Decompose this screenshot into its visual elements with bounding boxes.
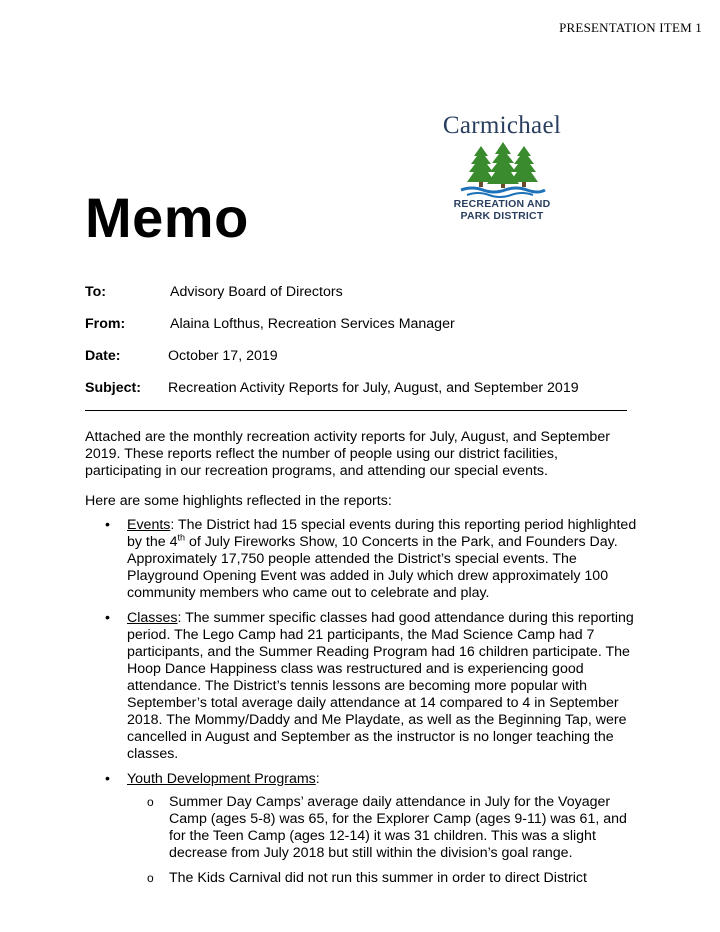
day-camps-text: Summer Day Camps’ average daily attendance in July for the Voyager Camp (ages 5-8) was 65, for the Explorer Camp (ages 9-11) was 61, and for the Teen Camp (ages 12-14) it was 31 children. This was a slight decrease from July 2018 but still within the division’s goal range. bbox=[169, 794, 627, 861]
list-item-youth bbox=[85, 771, 645, 887]
from-value: Alaina Lofthus, Recreation Services Manager bbox=[170, 316, 455, 332]
youth-colon: : bbox=[315, 771, 320, 787]
highlights-lead: Here are some highlights reflected in the reports: bbox=[85, 493, 392, 509]
sublist-item-kids-carnival bbox=[127, 870, 645, 887]
to-field bbox=[85, 283, 343, 301]
list-item-classes bbox=[85, 610, 645, 763]
circle-bullet-icon: o bbox=[147, 795, 154, 809]
memo-title: Memo bbox=[85, 186, 249, 249]
intro-paragraph: Attached are the monthly recreation activity reports for July, August, and September 2019. These reports reflect the number of people using our district facilities, participating in our recreation programs, and attending our special events. bbox=[85, 429, 610, 479]
subject-value: Recreation Activity Reports for July, August, and September 2019 bbox=[168, 380, 579, 396]
highlights-list bbox=[85, 517, 645, 895]
circle-bullet-icon: o bbox=[147, 871, 154, 885]
classes-text: : The summer specific classes had good attendance during this reporting period. The Lego Camp had 21 participants, the Mad Science Camp had 7 participants, and the Summer Reading Program had 16 children participate. The Hoop Dance Happiness class was restructured and is experiencing good attendance. The District’s tennis lessons are becoming more popular with September’s total average daily attendance at 14 compared to 4 in September 2018. The Mommy/Daddy and Me Playdate, as well as the Beginning Tap, were cancelled in August and September as the instructor is no longer teaching the classes. bbox=[127, 610, 634, 762]
sublist-item-day-camps bbox=[127, 794, 645, 862]
pine-trees-icon bbox=[457, 142, 547, 198]
kids-carnival-text: The Kids Carnival did not run this summer in order to direct District bbox=[169, 870, 587, 886]
events-text-a: : The District had 15 special events during this reporting period highlighted by the 4 bbox=[127, 517, 637, 550]
subject-field bbox=[85, 379, 579, 397]
logo-name: Carmichael bbox=[442, 112, 562, 139]
district-logo bbox=[432, 112, 572, 222]
youth-heading: Youth Development Programs bbox=[127, 771, 316, 787]
youth-sublist bbox=[127, 794, 645, 887]
to-value: Advisory Board of Directors bbox=[170, 284, 343, 300]
events-heading: Events bbox=[127, 517, 171, 533]
list-item-events bbox=[85, 517, 645, 602]
events-superscript: th bbox=[177, 532, 185, 543]
classes-heading: Classes bbox=[127, 610, 178, 626]
presentation-item-tag: PRESENTATION ITEM 1 bbox=[559, 20, 702, 35]
to-label: To: bbox=[85, 284, 107, 300]
from-field bbox=[85, 315, 455, 333]
date-label: Date: bbox=[85, 348, 121, 364]
header-divider bbox=[85, 410, 627, 411]
bullet-icon: • bbox=[105, 517, 110, 533]
bullet-icon: • bbox=[105, 610, 110, 626]
subject-label: Subject: bbox=[85, 380, 141, 396]
logo-subtitle-line1: RECREATION AND bbox=[453, 198, 551, 210]
events-text-b: of July Fireworks Show, 10 Concerts in the Park, and Founders Day. Approximately 17,750 people attended the District’s special events. The Playground Opening Event was added in July which drew approximately 100 community members who came out to celebrate and play. bbox=[127, 534, 618, 601]
logo-subtitle-line2: PARK DISTRICT bbox=[460, 210, 544, 222]
bullet-icon: • bbox=[105, 771, 110, 787]
date-value: October 17, 2019 bbox=[168, 348, 278, 364]
date-field bbox=[85, 347, 278, 365]
from-label: From: bbox=[85, 316, 126, 332]
